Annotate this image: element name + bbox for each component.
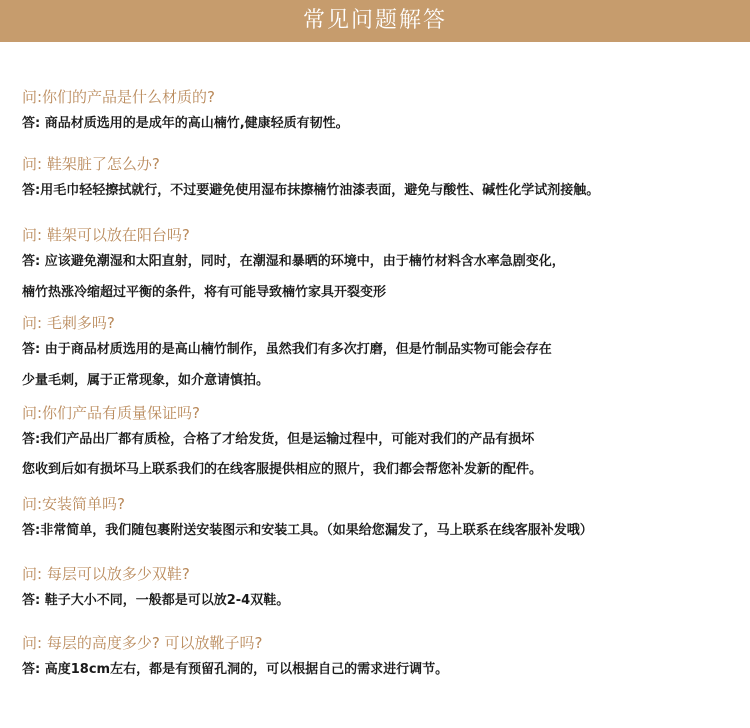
faq-answer-4-line-2: 少量毛刺，属于正常现象，如介意请慎拍。 (22, 373, 270, 388)
faq-answer-3-line-2: 楠竹热涨冷缩超过平衡的条件，将有可能导致楠竹家具开裂变形 (22, 285, 387, 300)
faq-answer-5-line-1: 答:我们产品出厂都有质检，合格了才给发货，但是运输过程中，可能对我们的产品有损坏 (22, 432, 535, 447)
faq-question-7: 问: 每层可以放多少双鞋? (22, 565, 190, 583)
faq-answer-2: 答:用毛巾轻轻擦拭就行，不过要避免使用湿布抹擦楠竹油漆表面，避免与酸性、碱性化学试剂接触。 (22, 183, 600, 198)
faq-answer-6: 答:非常简单，我们随包裹附送安装图示和安装工具。（如果给您漏发了，马上联系在线客服补发哦） (22, 523, 593, 538)
faq-answer-4-line-1: 答: 由于商品材质选用的是高山楠竹制作，虽然我们有多次打磨，但是竹制品实物可能会存在 (22, 342, 552, 357)
faq-question-4: 问: 毛刺多吗? (22, 314, 115, 332)
faq-question-5: 问:你们产品有质量保证吗? (22, 404, 201, 422)
faq-answer-3-line-1: 答: 应该避免潮湿和太阳直射，同时，在潮湿和暴晒的环境中，由于楠竹材料含水率急剧变化， (22, 254, 565, 269)
page-header (0, 0, 750, 42)
faq-question-2: 问: 鞋架脏了怎么办? (22, 155, 160, 173)
faq-answer-8: 答: 高度18cm左右，都是有预留孔洞的，可以根据自己的需求进行调节。 (22, 662, 449, 677)
faq-answer-1: 答: 商品材质选用的是成年的高山楠竹,健康轻质有韧性。 (22, 116, 349, 131)
faq-question-3: 问: 鞋架可以放在阳台吗? (22, 226, 190, 244)
faq-answer-7: 答: 鞋子大小不同，一般都是可以放2-4双鞋。 (22, 593, 290, 608)
faq-question-8: 问: 每层的高度多少? 可以放靴子吗? (22, 634, 263, 652)
faq-question-6: 问:安装简单吗? (22, 495, 126, 513)
page-title: 常见问题解答 (302, 8, 447, 33)
faq-question-1: 问:你们的产品是什么材质的? (22, 88, 216, 106)
faq-answer-5-line-2: 您收到后如有损坏马上联系我们的在线客服提供相应的照片，我们都会帮您补发新的配件。 (22, 462, 543, 477)
